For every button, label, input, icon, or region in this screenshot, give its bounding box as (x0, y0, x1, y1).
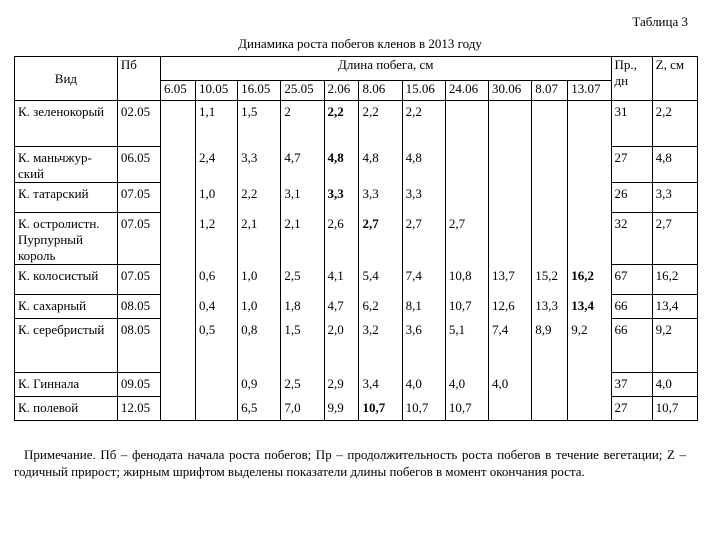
start-date: 12.05 (117, 397, 160, 421)
length-value: 12,6 (489, 295, 532, 319)
length-value: 10,8 (445, 265, 488, 295)
header-date: 10.05 (195, 81, 237, 101)
species-name: К. полевой (15, 397, 118, 421)
length-value: 9,2 (568, 319, 611, 373)
length-value: 1,0 (238, 265, 281, 295)
header-date: 24.06 (445, 81, 488, 101)
length-value: 4,0 (489, 373, 532, 397)
length-value (161, 295, 196, 319)
length-value: 9,9 (324, 397, 359, 421)
length-value (161, 213, 196, 265)
length-value (161, 147, 196, 183)
length-value (359, 213, 402, 265)
length-value: 2,2 (359, 101, 402, 147)
length-value: 0,9 (238, 373, 281, 397)
start-date: 06.05 (117, 147, 160, 183)
length-value (568, 183, 611, 213)
length-value: 4,8 (402, 147, 445, 183)
final-length-value: 10,7 (362, 399, 386, 415)
length-value (195, 373, 237, 397)
length-value (489, 397, 532, 421)
header-length: Длина побега, см (161, 57, 611, 81)
table-row (15, 183, 698, 213)
length-value: 4,1 (324, 265, 359, 295)
final-length-value: 4,8 (327, 149, 344, 165)
length-value: 4,7 (324, 295, 359, 319)
length-value: 4,0 (402, 373, 445, 397)
length-value: 0,5 (195, 319, 237, 373)
start-date: 09.05 (117, 373, 160, 397)
species-name: К. остролистн. Пурпурный король (15, 213, 118, 265)
length-value (568, 101, 611, 147)
start-date: 02.05 (117, 101, 160, 147)
header-date: 13.07 (568, 81, 611, 101)
length-value: 2,7 (445, 213, 488, 265)
final-length-value: 16,2 (571, 267, 594, 283)
length-value: 1,2 (195, 213, 237, 265)
length-value: 13,3 (532, 295, 568, 319)
length-value (161, 373, 196, 397)
length-value: 2,2 (238, 183, 281, 213)
length-value: 3,2 (359, 319, 402, 373)
length-value: 6,2 (359, 295, 402, 319)
header-date: 15.06 (402, 81, 445, 101)
length-value (445, 101, 488, 147)
species-name: К. маньчжур-ский (15, 147, 118, 183)
length-value: 1,5 (281, 319, 324, 373)
length-value: 10,7 (402, 397, 445, 421)
length-value: 3,3 (359, 183, 402, 213)
start-date: 07.05 (117, 213, 160, 265)
species-name: К. колосистый (15, 265, 118, 295)
header-date: 30.06 (489, 81, 532, 101)
length-value: 7,0 (281, 397, 324, 421)
length-value: 2,2 (402, 101, 445, 147)
length-value (532, 397, 568, 421)
table-row (15, 373, 698, 397)
length-value (324, 101, 359, 147)
length-value (489, 147, 532, 183)
length-value: 1,1 (195, 101, 237, 147)
length-value: 8,1 (402, 295, 445, 319)
length-value: 7,4 (402, 265, 445, 295)
duration-value: 37 (611, 373, 652, 397)
start-date: 07.05 (117, 265, 160, 295)
final-length-value: 2,2 (327, 104, 344, 119)
header-pb: Пб (117, 57, 160, 101)
duration-value: 66 (611, 319, 652, 373)
length-value: 3,4 (359, 373, 402, 397)
table-row (15, 397, 698, 421)
length-value (161, 183, 196, 213)
length-value (161, 319, 196, 373)
duration-value: 26 (611, 183, 652, 213)
length-value: 10,7 (445, 295, 488, 319)
table-caption: Динамика роста побегов кленов в 2013 году (238, 36, 482, 51)
header-species: Вид (15, 57, 118, 101)
length-value (568, 213, 611, 265)
length-value: 15,2 (532, 265, 568, 295)
length-value (489, 183, 532, 213)
length-value (324, 183, 359, 213)
length-value: 2,7 (402, 213, 445, 265)
length-value (195, 397, 237, 421)
growth-value: 2,2 (652, 101, 697, 147)
header-date: 25.05 (281, 81, 324, 101)
length-value: 3,3 (238, 147, 281, 183)
start-date: 07.05 (117, 183, 160, 213)
growth-table (14, 56, 698, 421)
growth-value: 9,2 (652, 319, 697, 373)
duration-value: 32 (611, 213, 652, 265)
length-value (161, 397, 196, 421)
length-value (489, 213, 532, 265)
length-value (489, 101, 532, 147)
length-value: 1,8 (281, 295, 324, 319)
length-value (161, 101, 196, 147)
length-value: 1,5 (238, 101, 281, 147)
length-value (568, 265, 611, 295)
length-value (568, 397, 611, 421)
species-name: К. серебристый (15, 319, 118, 373)
length-value (161, 265, 196, 295)
length-value (568, 295, 611, 319)
start-date: 08.05 (117, 295, 160, 319)
length-value: 0,8 (238, 319, 281, 373)
table-row (15, 295, 698, 319)
length-value (568, 147, 611, 183)
table-row (15, 213, 698, 265)
length-value: 3,1 (281, 183, 324, 213)
growth-value: 3,3 (652, 183, 697, 213)
start-date: 08.05 (117, 319, 160, 373)
species-name: К. зеленокорый (15, 101, 118, 147)
header-date: 6.05 (161, 81, 196, 101)
table-row (15, 147, 698, 183)
length-value: 2,9 (324, 373, 359, 397)
length-value: 8,9 (532, 319, 568, 373)
length-value: 6,5 (238, 397, 281, 421)
length-value: 0,6 (195, 265, 237, 295)
length-value: 4,0 (445, 373, 488, 397)
duration-value: 67 (611, 265, 652, 295)
length-value: 4,8 (359, 147, 402, 183)
header-z: Z, см (652, 57, 697, 101)
growth-value: 10,7 (652, 397, 697, 421)
table-row (15, 265, 698, 295)
length-value: 3,3 (402, 183, 445, 213)
species-name: К. татарский (15, 183, 118, 213)
length-value (532, 373, 568, 397)
duration-value: 27 (611, 397, 652, 421)
length-value: 1,0 (238, 295, 281, 319)
length-value (532, 101, 568, 147)
growth-value: 4,0 (652, 373, 697, 397)
final-length-value: 3,3 (327, 185, 344, 201)
length-value (324, 147, 359, 183)
length-value: 13,7 (489, 265, 532, 295)
growth-value: 4,8 (652, 147, 697, 183)
species-name: К. сахарный (15, 295, 118, 319)
growth-value: 2,7 (652, 213, 697, 265)
length-value: 2 (281, 101, 324, 147)
final-length-value: 13,4 (571, 297, 594, 313)
final-length-value: 2,7 (362, 215, 379, 231)
length-value: 4,7 (281, 147, 324, 183)
growth-value: 13,4 (652, 295, 697, 319)
table-number: Таблица 3 (632, 14, 688, 29)
length-value (359, 397, 402, 421)
length-value: 10,7 (445, 397, 488, 421)
length-value (445, 147, 488, 183)
length-value (568, 373, 611, 397)
length-value (532, 183, 568, 213)
length-value: 7,4 (489, 319, 532, 373)
length-value: 2,4 (195, 147, 237, 183)
header-date: 16.05 (238, 81, 281, 101)
length-value: 2,1 (281, 213, 324, 265)
duration-value: 66 (611, 295, 652, 319)
length-value: 2,6 (324, 213, 359, 265)
table-row (15, 319, 698, 373)
duration-value: 27 (611, 147, 652, 183)
length-value (532, 213, 568, 265)
length-value: 2,5 (281, 373, 324, 397)
length-value: 2,5 (281, 265, 324, 295)
length-value (445, 183, 488, 213)
length-value: 2,1 (238, 213, 281, 265)
length-value: 1,0 (195, 183, 237, 213)
header-date: 2.06 (324, 81, 359, 101)
length-value: 3,6 (402, 319, 445, 373)
growth-value: 16,2 (652, 265, 697, 295)
length-value: 2,0 (324, 319, 359, 373)
length-value: 5,4 (359, 265, 402, 295)
length-value (532, 147, 568, 183)
header-duration: Пр., дн (611, 57, 652, 101)
header-date: 8.07 (532, 81, 568, 101)
duration-value: 31 (611, 101, 652, 147)
header-date: 8.06 (359, 81, 402, 101)
table-row (15, 101, 698, 147)
table-note: Примечание. Пб – фенодата начала роста побегов; Пр – продолжительность роста побегов в течение вегетации; Z – годичный прирост; жирным шрифтом выделены показатели длины побегов в момент окончания роста. (14, 447, 686, 479)
species-name: К. Гиннала (15, 373, 118, 397)
length-value: 0,4 (195, 295, 237, 319)
length-value: 5,1 (445, 319, 488, 373)
